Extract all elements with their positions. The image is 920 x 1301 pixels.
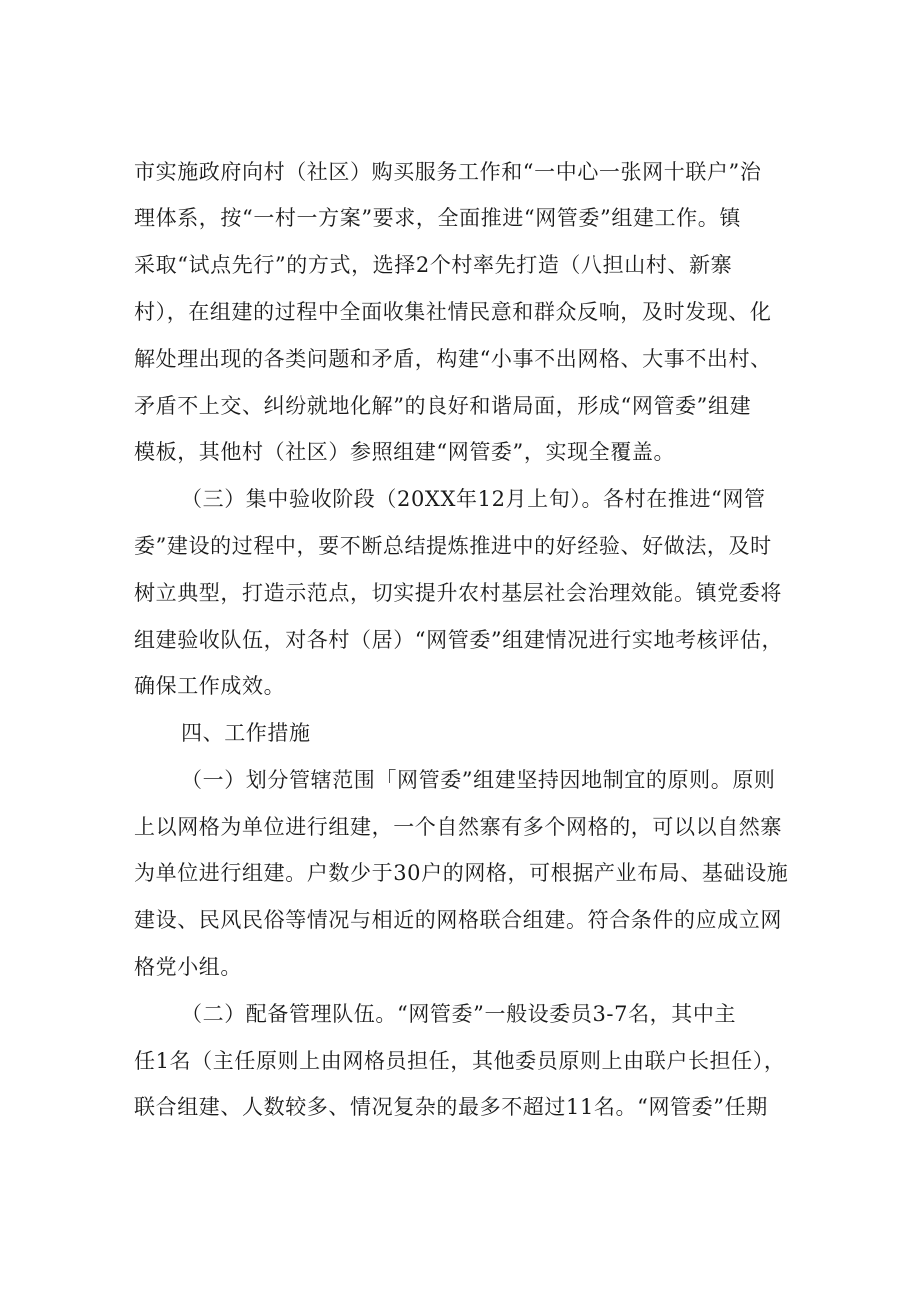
text-line: 组建验收队伍，对各村（居）“网管委”组建情况进行实地考核评估， <box>134 628 784 652</box>
text-line: 建设、民风民俗等情况与相近的网格联合组建。符合条件的应成立网 <box>134 908 782 932</box>
text-line: 任1名（主任原则上由网格员担任，其他委员原则上由联户长担任）， <box>134 1049 786 1073</box>
text-line: 村），在组建的过程中全面收集社情民意和群众反响，及时发现、化 <box>134 300 772 324</box>
text-line: 市实施政府向村（社区）购买服务工作和“一中心一张网十联户”治 <box>134 160 762 184</box>
text-line: 格党小组。 <box>134 955 242 979</box>
text-line: 模板，其他村（社区）参照组建“网管委”，实现全覆盖。 <box>134 440 676 464</box>
text-line: 确保工作成效。 <box>134 674 286 698</box>
text-line: 联合组建、人数较多、情况复杂的最多不超过11名。“网管委”任期 <box>134 1095 768 1119</box>
text-line: 上以网格为单位进行组建，一个自然寨有多个网格的，可以以自然寨 <box>134 815 782 839</box>
text-line: 解处理出现的各类问题和矛盾，构建“小事不出网格、大事不出村、 <box>134 347 772 371</box>
paragraph-first-line: （二）配备管理队伍。“网管委”一般设委员3-7名，其中主 <box>181 1002 737 1026</box>
text-line: 委”建设的过程中，要不断总结提炼推进中的好经验、好做法，及时 <box>134 534 772 558</box>
text-line: 采取“试点先行”的方式，选择2个村率先打造（八担山村、新寨 <box>134 253 733 277</box>
text-line: 树立典型，打造示范点，切实提升农村基层社会治理效能。镇党委将 <box>134 581 782 605</box>
text-line: 矛盾不上交、纠纷就地化解”的良好和谐局面，形成“网管委”组建 <box>134 394 752 418</box>
text-line: 理体系，按“一村一方案”要求，全面推进“网管委”组建工作。镇 <box>134 206 741 230</box>
paragraph-first-line: （三）集中验收阶段（20XX年12月上旬）。各村在推进“网管 <box>181 487 766 511</box>
paragraph-first-line: （一）划分管辖范围「网管委”组建坚持因地制宜的原则。原则 <box>181 768 776 792</box>
text-line: 为单位进行组建。户数少于30户的网格，可根据产业布局、基础设施 <box>134 861 789 885</box>
section-heading: 四、工作措施 <box>181 721 311 745</box>
